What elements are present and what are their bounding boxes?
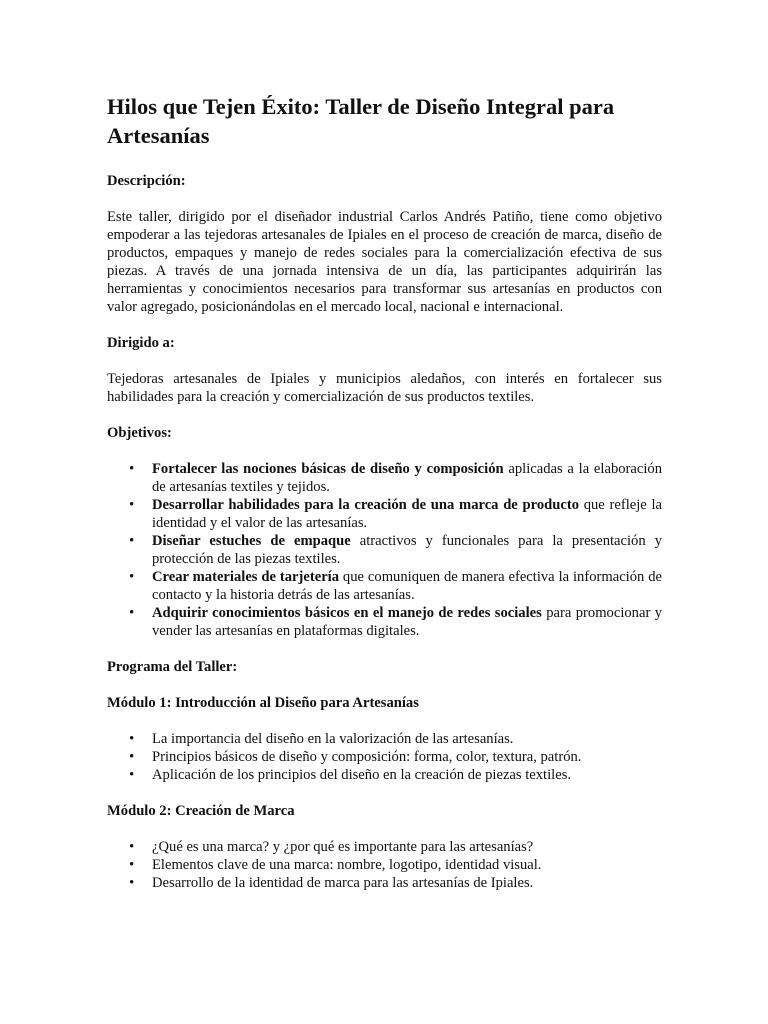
modulo2-item-text: Elementos clave de una marca: nombre, logotipo, identidad visual. xyxy=(152,857,542,873)
modulo1-list xyxy=(107,730,662,784)
programa-heading: Programa del Taller: xyxy=(107,659,238,675)
bullet-icon: • xyxy=(129,497,135,513)
modulo1-heading: Módulo 1: Introducción al Diseño para Artesanías xyxy=(107,695,419,711)
modulo2-item-text: ¿Qué es una marca? y ¿por qué es importante para las artesanías? xyxy=(152,839,534,855)
bullet-icon: • xyxy=(129,875,135,891)
list-item xyxy=(129,766,662,784)
bullet-icon: • xyxy=(129,749,135,765)
document-title: Hilos que Tejen Éxito: Taller de Diseño Integral para Artesanías xyxy=(107,94,615,148)
dirigido-paragraph: Tejedoras artesanales de Ipiales y municipios aledaños, con interés en fortalecer sus habilidades para la creación y comercialización de sus productos textiles. xyxy=(107,371,662,405)
bullet-icon: • xyxy=(129,857,135,873)
list-item xyxy=(129,532,662,568)
list-item xyxy=(129,568,663,604)
bullet-icon: • xyxy=(129,533,135,549)
objetivos-list xyxy=(107,460,662,640)
bullet-icon: • xyxy=(129,461,135,477)
bullet-icon: • xyxy=(129,569,135,585)
list-item xyxy=(129,874,662,892)
objetivo-text: que refleje la identidad y el valor de las artesanías. xyxy=(152,497,663,531)
bullet-icon: • xyxy=(129,839,135,855)
objetivo-bold: Adquirir conocimientos básicos en el manejo de redes sociales xyxy=(152,605,542,621)
objetivo-bold: Fortalecer las nociones básicas de diseño y composición xyxy=(152,461,504,477)
modulo1-item-text: Principios básicos de diseño y composición: forma, color, textura, patrón. xyxy=(152,749,582,765)
objetivo-text: atractivos y funcionales para la presentación y protección de las piezas textiles. xyxy=(152,533,662,567)
modulo2-heading: Módulo 2: Creación de Marca xyxy=(107,803,295,819)
dirigido-heading: Dirigido a: xyxy=(107,335,175,351)
descripcion-heading: Descripción: xyxy=(107,173,186,189)
modulo1-item-text: Aplicación de los principios del diseño en la creación de piezas textiles. xyxy=(152,767,572,783)
objetivo-text: aplicadas a la elaboración de artesanías textiles y tejidos. xyxy=(152,461,663,495)
list-item xyxy=(129,838,662,856)
objetivo-text: que comuniquen de manera efectiva la información de contacto y la historia detrás de las artesanías. xyxy=(152,569,663,603)
modulo1-item-text: La importancia del diseño en la valorización de las artesanías. xyxy=(152,731,514,747)
objetivos-heading: Objetivos: xyxy=(107,425,172,441)
bullet-icon: • xyxy=(129,767,135,783)
list-item xyxy=(129,604,663,640)
objetivo-bold: Crear materiales de tarjetería xyxy=(152,569,340,585)
list-item xyxy=(129,856,662,874)
bullet-icon: • xyxy=(129,605,135,621)
objetivo-bold: Diseñar estuches de empaque xyxy=(152,533,351,549)
modulo2-list xyxy=(107,838,662,892)
list-item xyxy=(129,460,663,496)
descripcion-paragraph: Este taller, dirigido por el diseñador industrial Carlos Andrés Patiño, tiene como objetivo empoderar a las tejedoras artesanales de Ipiales en el proceso de creación de marca, diseño de productos, empaques y manejo de redes sociales para la comercialización efectiva de sus piezas. A través de una jornada intensiva de un día, las participantes adquirirán las herramientas y conocimientos necesarios para transformar sus artesanías en productos con valor agregado, posicionándolas en el mercado local, nacional e internacional. xyxy=(107,209,662,315)
objetivo-bold: Desarrollar habilidades para la creación de una marca de producto xyxy=(152,497,579,513)
list-item xyxy=(129,730,662,748)
list-item xyxy=(129,496,663,532)
list-item xyxy=(129,748,662,766)
bullet-icon: • xyxy=(129,731,135,747)
modulo2-item-text: Desarrollo de la identidad de marca para las artesanías de Ipiales. xyxy=(152,875,534,891)
objetivo-text: para promocionar y vender las artesanías en plataformas digitales. xyxy=(152,605,663,639)
